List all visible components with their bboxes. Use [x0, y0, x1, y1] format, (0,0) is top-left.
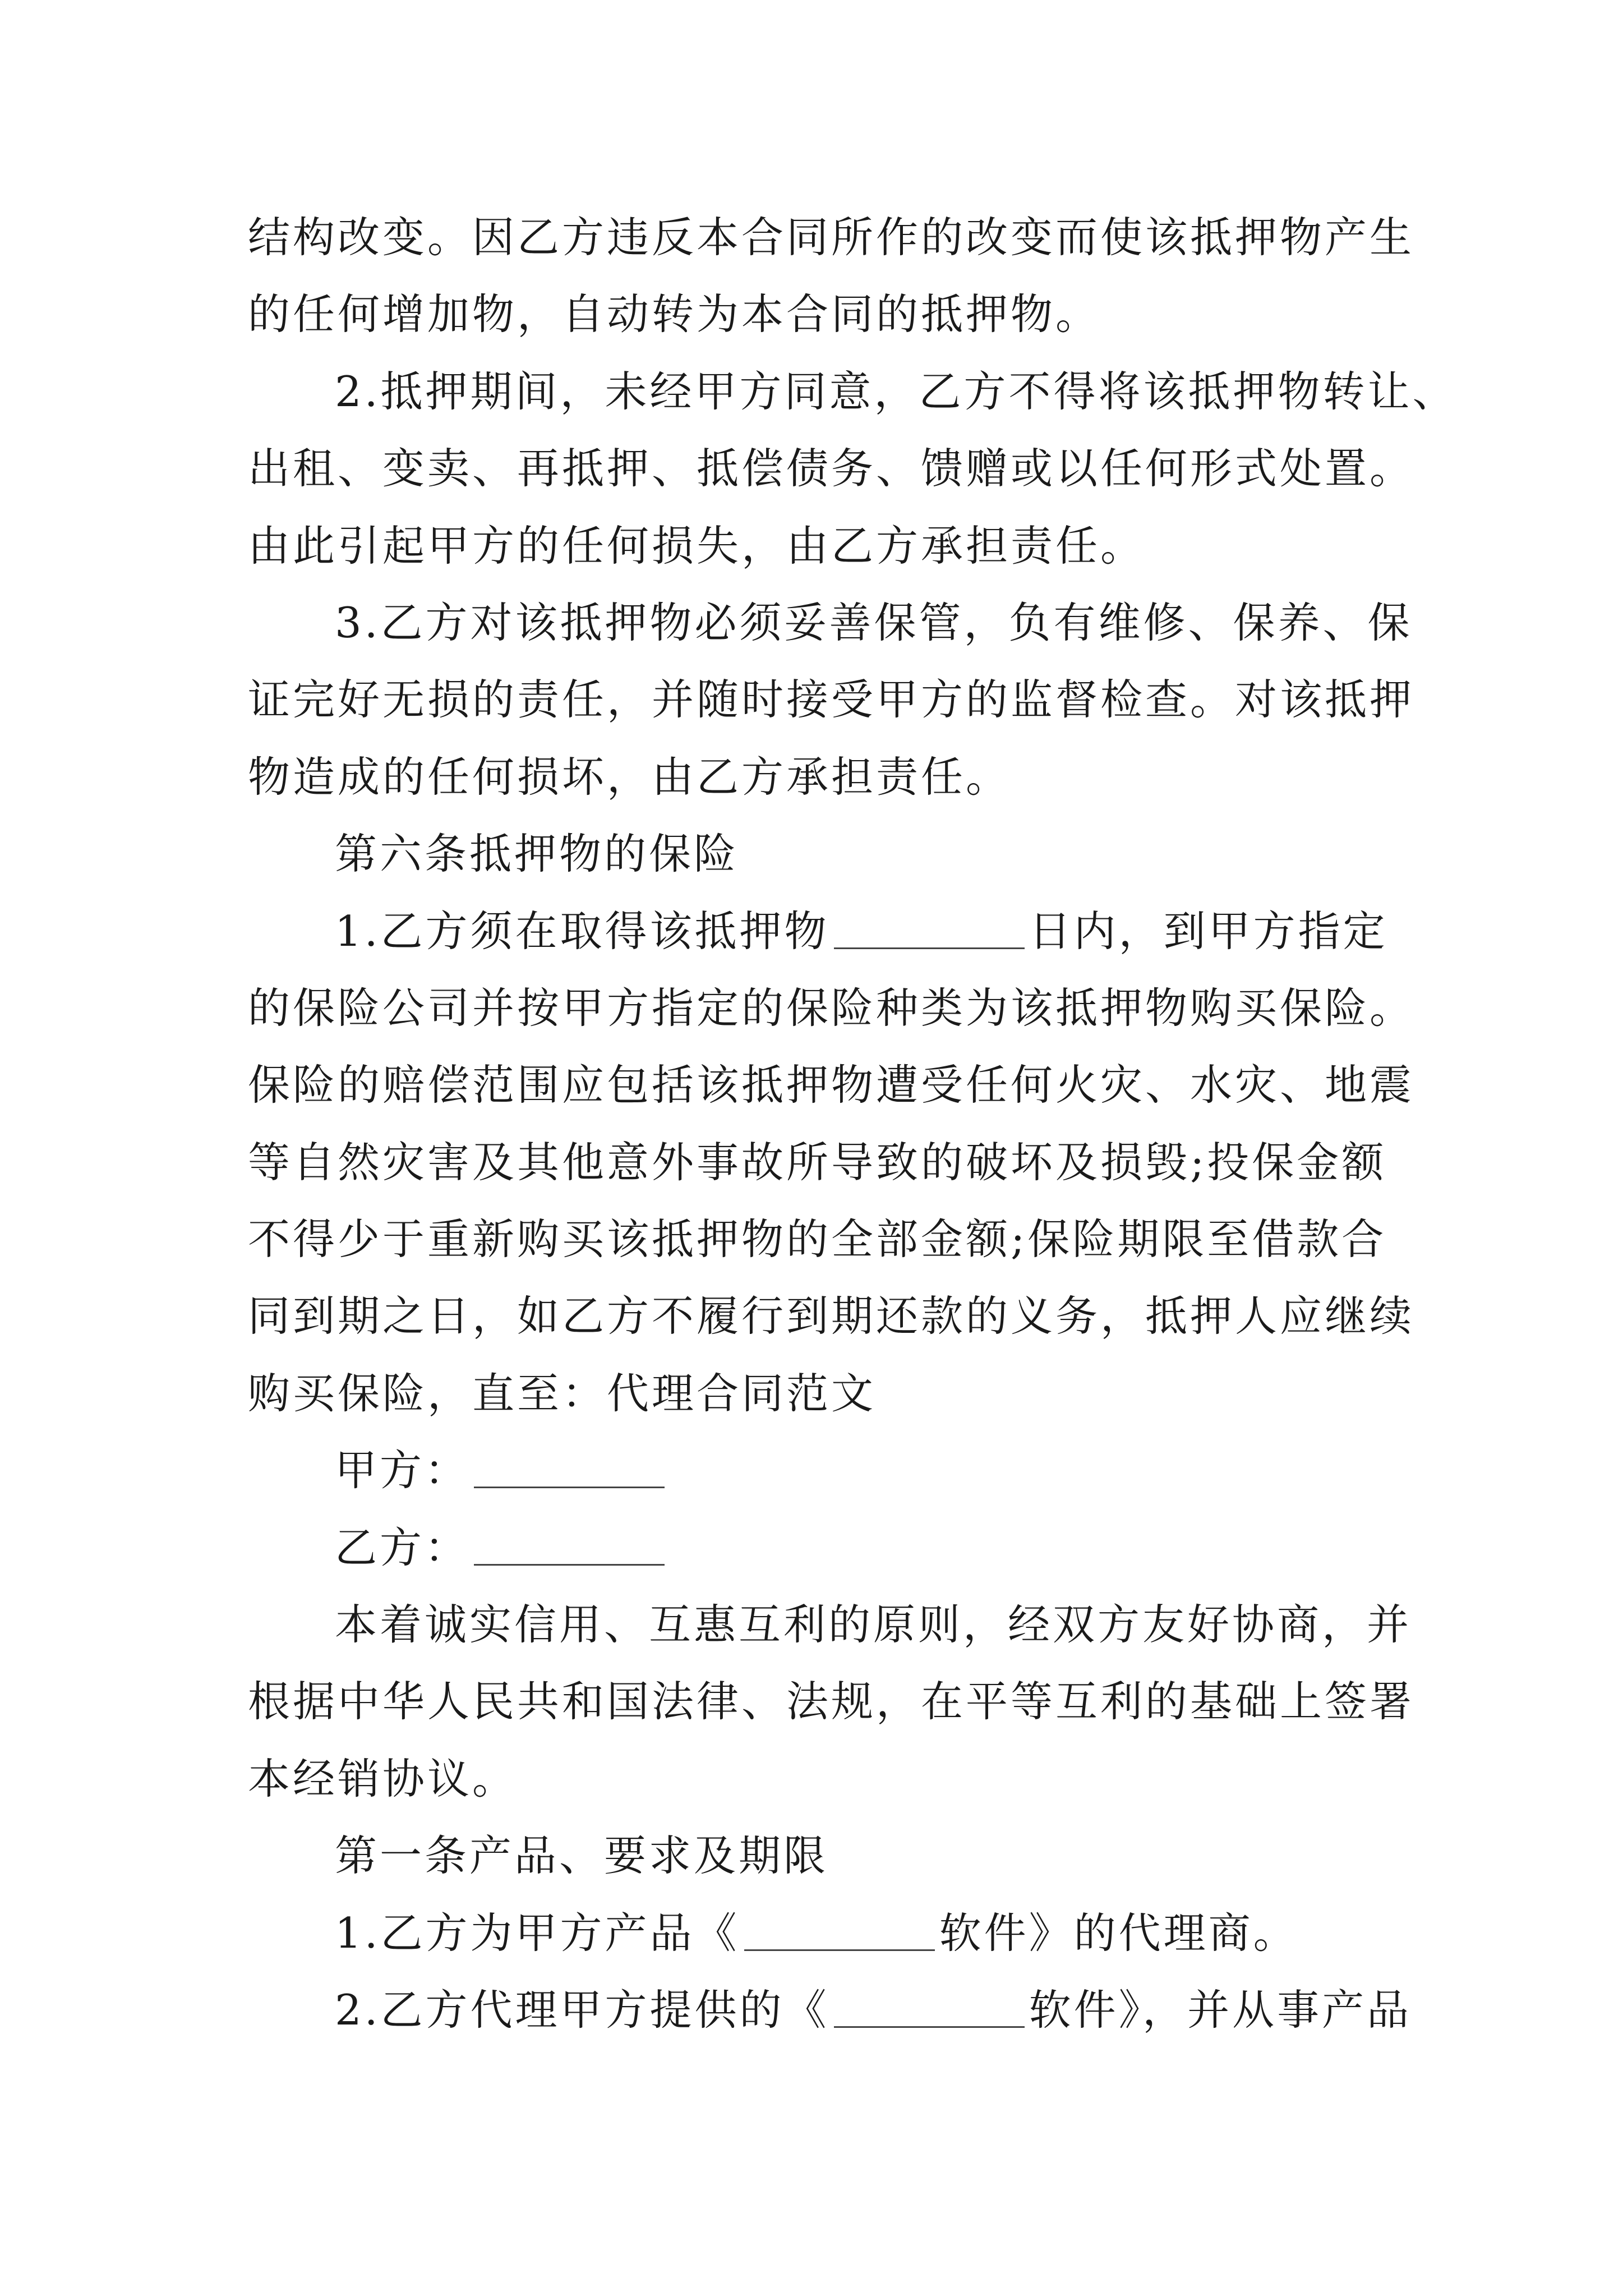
text-line: 保险的赔偿范围应包括该抵押物遭受任何火灾、水灾、地震 [248, 1060, 1415, 1110]
clause-2-line: 2.抵押期间，未经甲方同意，乙方不得将该抵押物转让、 [335, 366, 1458, 416]
text-segment: 1.乙方须在取得该抵押物 [335, 906, 829, 956]
text-line: 出租、变卖、再抵押、抵偿债务、馈赠或以任何形式处置。 [248, 444, 1415, 494]
text-segment: 1.乙方为甲方产品《 [335, 1908, 740, 1958]
text-line: 由此引起甲方的任何损失，由乙方承担责任。 [248, 521, 1146, 570]
section-heading: 第一条产品、要求及期限 [335, 1831, 829, 1881]
text-line-with-blank [248, 1895, 1375, 1972]
party-b-label: 乙方： [335, 1522, 470, 1572]
party-a-blank[interactable] [474, 1444, 665, 1488]
text-segment: 软件》的代理商。 [939, 1908, 1298, 1958]
text-line: 结构改变。因乙方违反本合同所作的改变而使该抵押物产生 [248, 213, 1415, 262]
text-line: 的保险公司并按甲方指定的保险种类为该抵押物购买保险。 [248, 983, 1415, 1033]
text-line: 同到期之日，如乙方不履行到期还款的义务，抵押人应继续 [248, 1291, 1415, 1341]
text-line: 不得少于重新购买该抵押物的全部金额;保险期限至借款合 [248, 1214, 1387, 1264]
contract-text [248, 199, 1458, 2049]
section-heading: 第六条抵押物的保险 [335, 829, 739, 879]
text-segment: 2.乙方代理甲方提供的《 [335, 1985, 829, 2035]
fill-in-blank[interactable] [834, 905, 1025, 949]
text-line: 证完好无损的责任，并随时接受甲方的监督检查。对该抵押 [248, 675, 1415, 725]
text-line: 物造成的任何损坏，由乙方承担责任。 [248, 752, 1011, 802]
text-line-with-blank [248, 893, 1388, 970]
text-line: 根据中华人民共和国法律、法规，在平等互利的基础上签署 [248, 1677, 1415, 1727]
clause-3-line: 3.乙方对该抵押物必须妥善保管，负有维修、保养、保 [335, 597, 1413, 647]
software-name-blank[interactable] [834, 1984, 1025, 2028]
text-segment: 日内，到甲方指定 [1029, 906, 1388, 956]
text-line: 购买保险，直至：代理合同范文 [248, 1368, 877, 1418]
text-line: 的任何增加物，自动转为本合同的抵押物。 [248, 289, 1101, 339]
party-a-label: 甲方： [335, 1446, 470, 1496]
software-name-blank[interactable] [744, 1907, 935, 1951]
text-line: 等自然灾害及其他意外事故所导致的破坏及损毁;投保金额 [248, 1137, 1387, 1187]
text-segment: 软件》，并从事产品 [1029, 1985, 1412, 2035]
party-b-line [248, 1510, 1375, 1586]
party-a-line [248, 1432, 1375, 1509]
text-line-with-blank [248, 1972, 1412, 2049]
text-line: 本经销协议。 [248, 1754, 518, 1803]
text-line: 本着诚实信用、互惠互利的原则，经双方友好协商，并 [335, 1600, 1412, 1650]
party-b-blank[interactable] [474, 1522, 665, 1566]
